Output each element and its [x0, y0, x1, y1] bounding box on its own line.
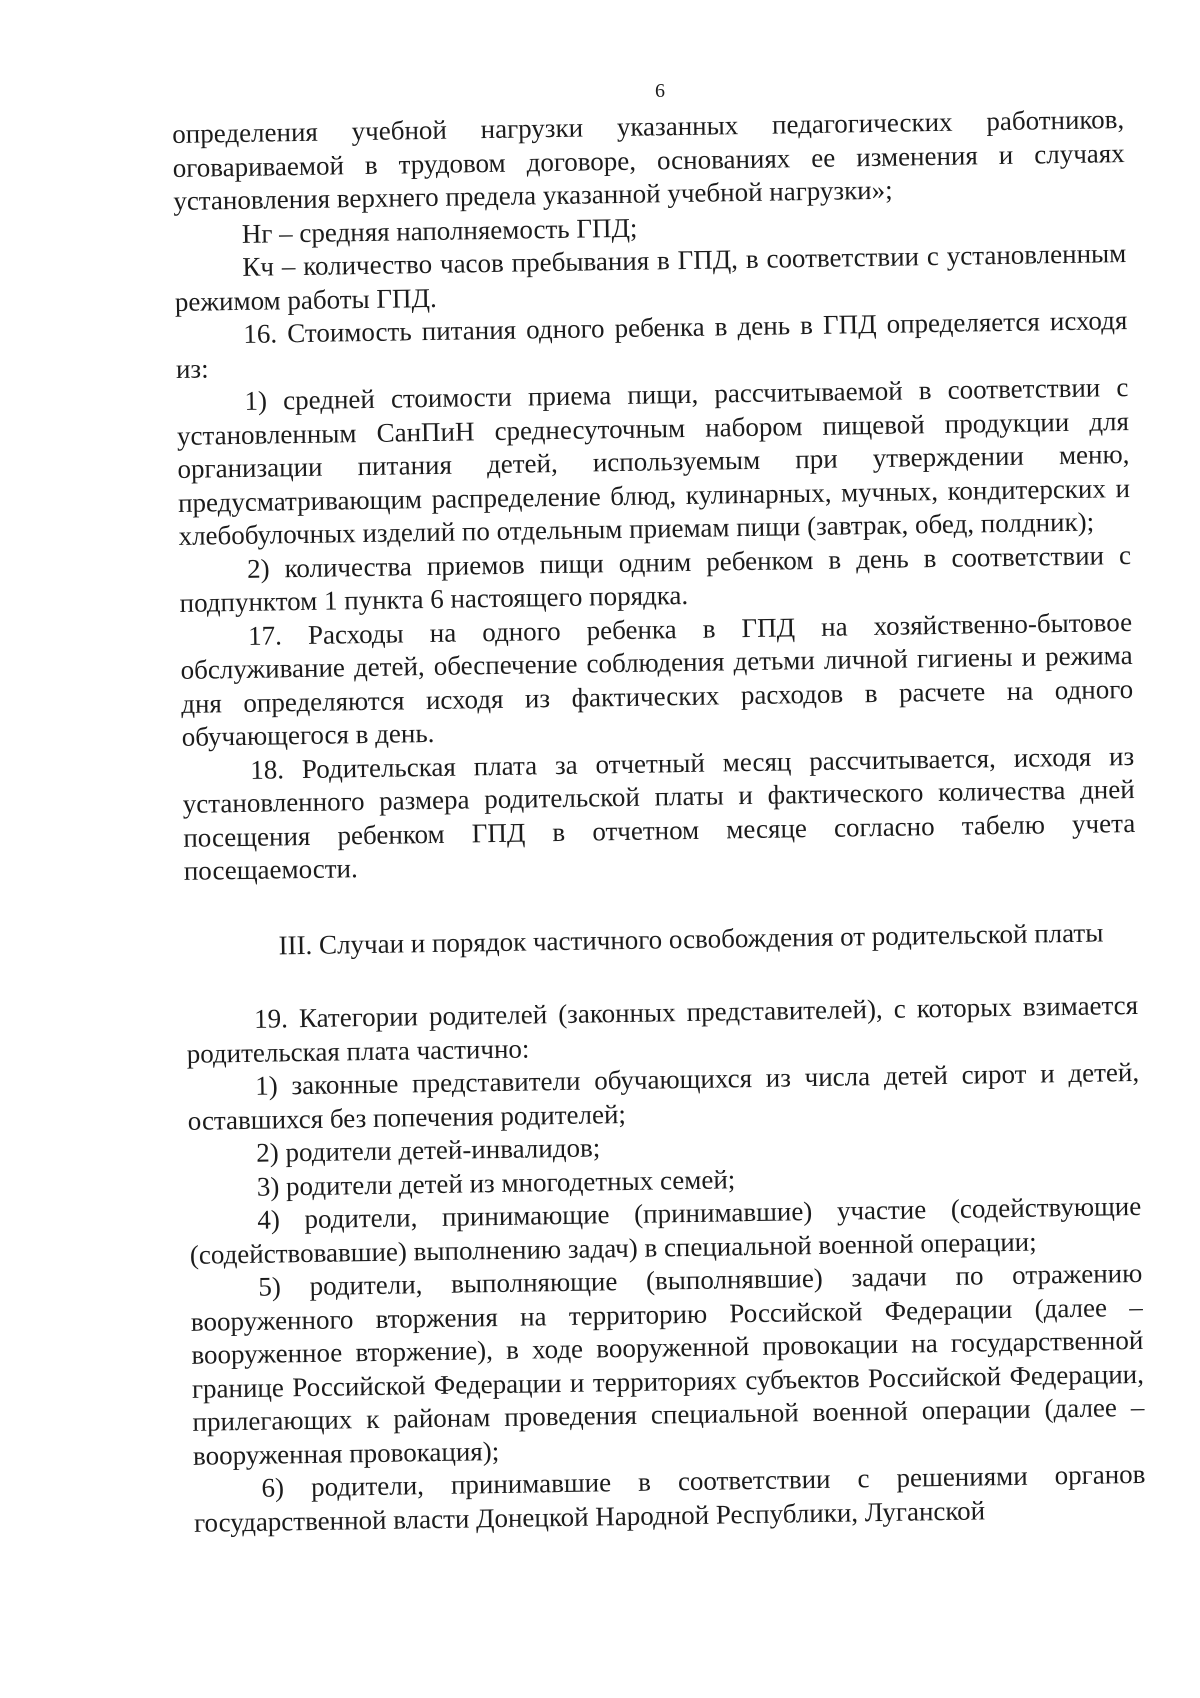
- paragraph-19-item-6: 6) родители, принимавшие в соответствии с решениями органов государственной власти Донецкой Народной Республики, Луганской: [193, 1458, 1146, 1538]
- paragraph-19-item-3: 3) родители детей из многодетных семей;: [256, 1163, 736, 1202]
- paragraph-19: 19. Категории родителей (законных представителей), с которых взимается родительская плата частично:: [186, 989, 1139, 1069]
- paragraph-16-item-2: 2) количества приемов пищи одним ребенком в день в соответствии с подпунктом 1 пункта 6 настоящего порядка.: [179, 539, 1132, 618]
- paragraph-19-item-5: 5) родители, выполняющие (выполнявшие) задачи по отражению вооруженного вторжения на территорию Российской Федерации (далее – вооруженное вторжение), в ходе вооруженной провокации на государственной границе Российской Федерации и территориях субъектов Российской Федерации, прилегающих к районам проведения специальной военной операции (далее – вооруженная провокация);: [190, 1257, 1145, 1471]
- paragraph-16: 16. Стоимость питания одного ребенка в день в ГПД определяется исходя из:: [175, 305, 1128, 384]
- paragraph-19-item-2: 2) родители детей-инвалидов;: [256, 1132, 601, 1168]
- paragraph-continuation: определения учебной нагрузки указанных педагогических работников, оговариваемой в трудовом договоре, основаниях ее изменения и случаях установления верхнего предела указанной учебной нагрузки»;: [172, 104, 1125, 216]
- section-heading: III. Случаи и порядок частичного освобождения от родительской платы: [278, 916, 1104, 960]
- paragraph-ng-definition: Нг – средняя наполняемость ГПД;: [241, 212, 638, 249]
- page-number: 6: [655, 80, 665, 102]
- paragraph-19-item-4: 4) родители, принимающие (принимавшие) участие (содействующие (содействовавшие) выполнению задач) в специальной военной операции;: [189, 1190, 1142, 1270]
- paragraph-kch-definition: Кч – количество часов пребывания в ГПД, в соответствии с установленным режимом работы ГПД.: [174, 238, 1127, 317]
- paragraph-18: 18. Родительская плата за отчетный месяц рассчитывается, исходя из установленного размера родительской платы и фактического количества дней посещения ребенком ГПД в отчетном месяце согласно табелю учета посещаемости.: [182, 740, 1136, 886]
- paragraph-17: 17. Расходы на одного ребенка в ГПД на хозяйственно-бытовое обслуживание детей, обеспечение соблюдения детьми личной гигиены и режима дня определяются исходя из фактических расходов в расчете на одного обучающегося в день.: [180, 606, 1134, 752]
- paragraph-19-item-1: 1) законные представители обучающихся из числа детей сирот и детей, оставшихся без попечения родителей;: [187, 1056, 1140, 1136]
- paragraph-16-item-1: 1) средней стоимости приема пищи, рассчитываемой в соответствии с установленным СанПиН среднесуточным набором пищевой продукции для организации питания детей, используемым при утверждении меню, предусматривающим распределение блюд, кулинарных, мучных, кондитерских и хлебобулочных изделий по отдельным приемам пищи (завтрак, обед, полдник);: [176, 372, 1131, 551]
- document-body: [172, 103, 1146, 1540]
